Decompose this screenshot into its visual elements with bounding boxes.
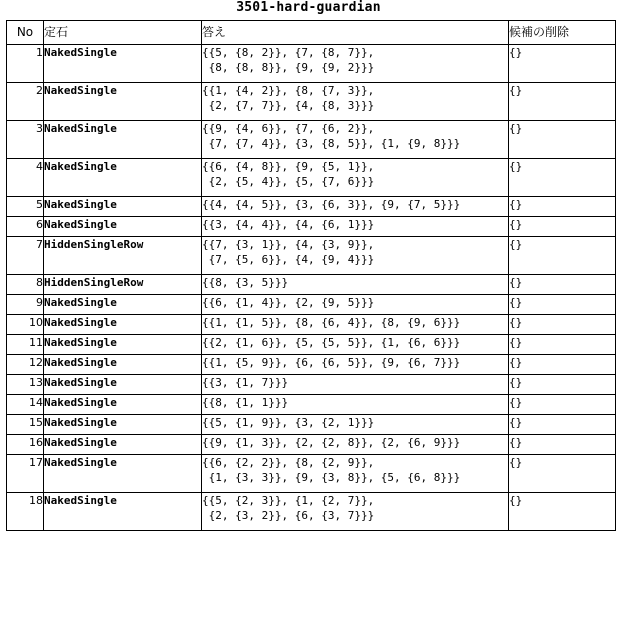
answer-line: {{3, {1, 7}}} xyxy=(202,376,289,389)
table-row xyxy=(7,237,616,275)
answer-cell xyxy=(202,237,509,275)
table-row xyxy=(7,395,616,415)
answer-cell xyxy=(202,295,509,315)
candidate-removal-cell: {} xyxy=(509,335,616,355)
answer-cell xyxy=(202,159,509,197)
header-answer: 答え xyxy=(202,21,509,45)
answer-line: {{4, {4, 5}}, {3, {6, 3}}, {9, {7, 5}}} xyxy=(202,198,461,211)
candidate-removal-cell: {} xyxy=(509,415,616,435)
technique-cell: NakedSingle xyxy=(44,395,202,415)
row-number: 18 xyxy=(7,493,44,531)
row-number: 2 xyxy=(7,83,44,121)
answer-cell xyxy=(202,493,509,531)
table-row xyxy=(7,197,616,217)
technique-cell: NakedSingle xyxy=(44,315,202,335)
row-number: 12 xyxy=(7,355,44,375)
row-number: 7 xyxy=(7,237,44,275)
table-row xyxy=(7,335,616,355)
table-row xyxy=(7,159,616,197)
answer-line: {1, {3, 3}}, {9, {3, 8}}, {5, {6, 8}}} xyxy=(202,471,461,484)
answer-cell xyxy=(202,395,509,415)
table-row xyxy=(7,493,616,531)
table-header-row xyxy=(7,21,616,45)
row-number: 4 xyxy=(7,159,44,197)
technique-cell: NakedSingle xyxy=(44,375,202,395)
row-number: 1 xyxy=(7,45,44,83)
answer-line: {{9, {1, 3}}, {2, {2, 8}}, {2, {6, 9}}} xyxy=(202,436,461,449)
table-row xyxy=(7,435,616,455)
answer-line: {{1, {5, 9}}, {6, {6, 5}}, {9, {6, 7}}} xyxy=(202,356,461,369)
row-number: 15 xyxy=(7,415,44,435)
technique-cell: NakedSingle xyxy=(44,455,202,493)
candidate-removal-cell: {} xyxy=(509,375,616,395)
candidate-removal-cell: {} xyxy=(509,217,616,237)
table-row xyxy=(7,275,616,295)
technique-cell: NakedSingle xyxy=(44,217,202,237)
candidate-removal-cell: {} xyxy=(509,455,616,493)
answer-line: {{9, {4, 6}}, {7, {6, 2}}, xyxy=(202,122,375,135)
table-row xyxy=(7,121,616,159)
answer-cell xyxy=(202,275,509,295)
solution-table xyxy=(6,20,616,531)
answer-cell xyxy=(202,315,509,335)
answer-line: {8, {8, 8}}, {9, {9, 2}}} xyxy=(202,61,375,74)
candidate-removal-cell: {} xyxy=(509,295,616,315)
answer-line: {{1, {1, 5}}, {8, {6, 4}}, {8, {9, 6}}} xyxy=(202,316,461,329)
table-row xyxy=(7,83,616,121)
answer-line: {7, {7, 4}}, {3, {8, 5}}, {1, {9, 8}}} xyxy=(202,137,461,150)
answer-cell xyxy=(202,83,509,121)
answer-line: {{5, {8, 2}}, {7, {8, 7}}, xyxy=(202,46,375,59)
answer-line: {2, {7, 7}}, {4, {8, 3}}} xyxy=(202,99,375,112)
row-number: 9 xyxy=(7,295,44,315)
technique-cell: NakedSingle xyxy=(44,435,202,455)
answer-cell xyxy=(202,197,509,217)
technique-cell: HiddenSingleRow xyxy=(44,275,202,295)
answer-line: {{8, {3, 5}}} xyxy=(202,276,289,289)
answer-line: {{6, {4, 8}}, {9, {5, 1}}, xyxy=(202,160,375,173)
technique-cell: NakedSingle xyxy=(44,335,202,355)
answer-line: {{8, {1, 1}}} xyxy=(202,396,289,409)
answer-line: {{6, {1, 4}}, {2, {9, 5}}} xyxy=(202,296,375,309)
candidate-removal-cell: {} xyxy=(509,275,616,295)
answer-cell xyxy=(202,435,509,455)
answer-line: {{5, {2, 3}}, {1, {2, 7}}, xyxy=(202,494,375,507)
row-number: 6 xyxy=(7,217,44,237)
answer-cell xyxy=(202,375,509,395)
candidate-removal-cell: {} xyxy=(509,197,616,217)
header-technique: 定石 xyxy=(44,21,202,45)
row-number: 8 xyxy=(7,275,44,295)
row-number: 17 xyxy=(7,455,44,493)
answer-line: {{1, {4, 2}}, {8, {7, 3}}, xyxy=(202,84,375,97)
candidate-removal-cell: {} xyxy=(509,121,616,159)
candidate-removal-cell: {} xyxy=(509,83,616,121)
answer-line: {{7, {3, 1}}, {4, {3, 9}}, xyxy=(202,238,375,251)
answer-line: {7, {5, 6}}, {4, {9, 4}}} xyxy=(202,253,375,266)
candidate-removal-cell: {} xyxy=(509,237,616,275)
table-row xyxy=(7,217,616,237)
row-number: 14 xyxy=(7,395,44,415)
answer-cell xyxy=(202,455,509,493)
technique-cell: NakedSingle xyxy=(44,493,202,531)
candidate-removal-cell: {} xyxy=(509,45,616,83)
answer-cell xyxy=(202,121,509,159)
header-no: No xyxy=(7,21,44,45)
candidate-removal-cell: {} xyxy=(509,355,616,375)
candidate-removal-cell: {} xyxy=(509,315,616,335)
answer-line: {{3, {4, 4}}, {4, {6, 1}}} xyxy=(202,218,375,231)
answer-line: {2, {5, 4}}, {5, {7, 6}}} xyxy=(202,175,375,188)
row-number: 5 xyxy=(7,197,44,217)
table-row xyxy=(7,415,616,435)
row-number: 13 xyxy=(7,375,44,395)
technique-cell: NakedSingle xyxy=(44,415,202,435)
page-title: 3501-hard-guardian xyxy=(236,0,381,15)
row-number: 10 xyxy=(7,315,44,335)
technique-cell: NakedSingle xyxy=(44,197,202,217)
answer-cell xyxy=(202,415,509,435)
header-candidate-removal: 候補の削除 xyxy=(509,21,616,45)
table-row xyxy=(7,295,616,315)
answer-cell xyxy=(202,335,509,355)
row-number: 11 xyxy=(7,335,44,355)
table-row xyxy=(7,355,616,375)
table-row xyxy=(7,45,616,83)
table-body xyxy=(7,45,616,531)
answer-line: {{2, {1, 6}}, {5, {5, 5}}, {1, {6, 6}}} xyxy=(202,336,461,349)
candidate-removal-cell: {} xyxy=(509,493,616,531)
technique-cell: NakedSingle xyxy=(44,159,202,197)
answer-line: {{6, {2, 2}}, {8, {2, 9}}, xyxy=(202,456,375,469)
table-row xyxy=(7,455,616,493)
table-row xyxy=(7,315,616,335)
table-row xyxy=(7,375,616,395)
answer-cell xyxy=(202,217,509,237)
technique-cell: NakedSingle xyxy=(44,121,202,159)
row-number: 16 xyxy=(7,435,44,455)
technique-cell: NakedSingle xyxy=(44,45,202,83)
answer-line: {2, {3, 2}}, {6, {3, 7}}} xyxy=(202,509,375,522)
answer-cell xyxy=(202,355,509,375)
technique-cell: NakedSingle xyxy=(44,295,202,315)
candidate-removal-cell: {} xyxy=(509,435,616,455)
technique-cell: NakedSingle xyxy=(44,83,202,121)
technique-cell: NakedSingle xyxy=(44,355,202,375)
technique-cell: HiddenSingleRow xyxy=(44,237,202,275)
candidate-removal-cell: {} xyxy=(509,395,616,415)
row-number: 3 xyxy=(7,121,44,159)
answer-line: {{5, {1, 9}}, {3, {2, 1}}} xyxy=(202,416,375,429)
candidate-removal-cell: {} xyxy=(509,159,616,197)
answer-cell xyxy=(202,45,509,83)
